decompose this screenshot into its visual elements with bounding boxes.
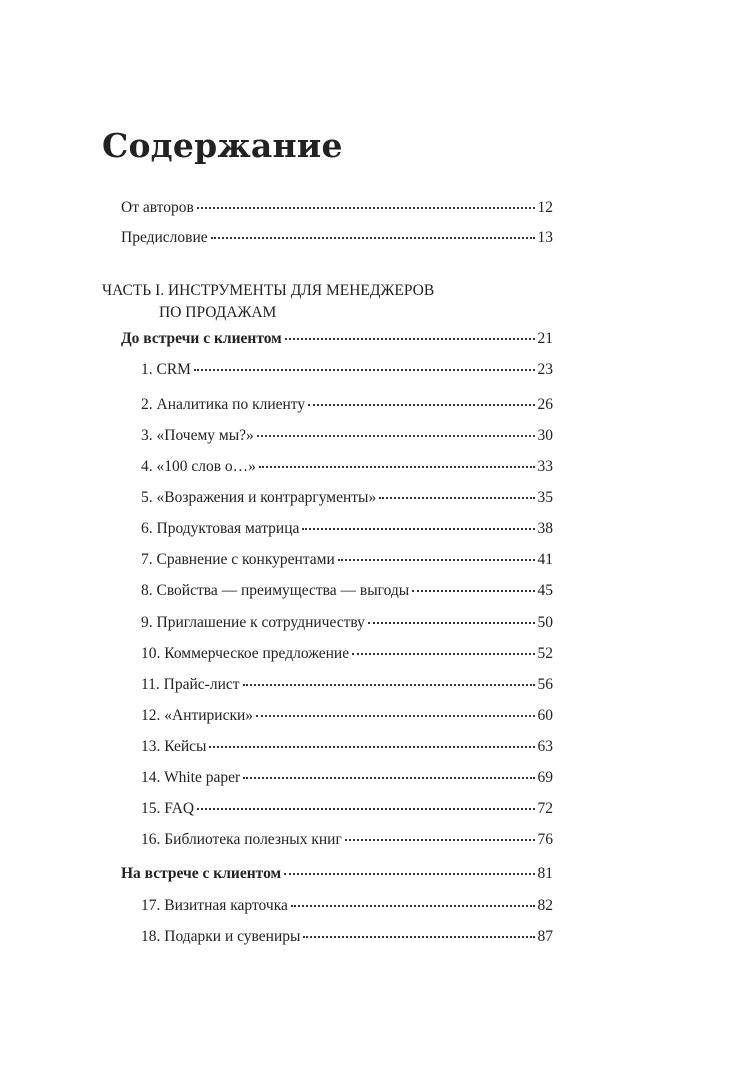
toc-entry[interactable] [141, 897, 553, 919]
toc-entry-label: 17. Визитная карточка [141, 897, 288, 914]
toc-entry[interactable] [141, 614, 553, 636]
toc-entry[interactable] [141, 707, 553, 729]
toc-entry-page: 60 [537, 707, 553, 724]
toc-entry-label: От авторов [121, 199, 194, 216]
toc-entry-page: 45 [537, 582, 553, 599]
toc-entry-page: 26 [537, 396, 553, 413]
toc-entry[interactable] [141, 676, 553, 698]
toc-entry-page: 23 [537, 361, 553, 378]
toc-entry-label: 7. Сравнение с конкурентами [141, 551, 335, 568]
toc-entry[interactable] [141, 458, 553, 480]
toc-entry-label: 5. «Возражения и контраргументы» [141, 489, 377, 506]
dot-leader [197, 808, 534, 810]
dot-leader [291, 905, 535, 907]
toc-entry[interactable] [141, 738, 553, 760]
toc-entry-label: 12. «Антириски» [141, 707, 254, 724]
toc-entry-page: 69 [537, 769, 553, 786]
toc-entry-label: Предисловие [121, 229, 208, 246]
toc-entry[interactable] [141, 800, 553, 822]
toc-entry[interactable] [141, 427, 553, 449]
dot-leader [352, 653, 534, 655]
toc-section-page: 81 [537, 865, 553, 882]
toc-entry[interactable] [141, 645, 553, 667]
toc-entry-page: 38 [537, 520, 553, 537]
toc-entry-label: 6. Продуктовая матрица [141, 520, 300, 537]
toc-entry-label: 13. Кейсы [141, 738, 207, 755]
toc-entry-page: 35 [537, 489, 553, 506]
toc-entry[interactable] [141, 361, 553, 383]
toc-entry-label: 2. Аналитика по клиенту [141, 396, 306, 413]
toc-entry-from-authors[interactable] [121, 199, 553, 221]
dot-leader [308, 404, 534, 406]
toc-entry-page: 41 [537, 551, 553, 568]
dot-leader [345, 839, 535, 841]
toc-entry-page: 13 [537, 229, 553, 246]
dot-leader [338, 559, 535, 561]
toc-entry-page: 63 [537, 738, 553, 755]
toc-entry-preface[interactable] [121, 229, 553, 251]
toc-entry[interactable] [141, 551, 553, 573]
toc-entry-label: 10. Коммерческое предложение [141, 645, 350, 662]
dot-leader [197, 207, 535, 209]
dot-leader [243, 684, 535, 686]
dot-leader [243, 777, 534, 779]
dot-leader [256, 715, 534, 717]
toc-entry-label: 9. Приглашение к сотрудничеству [141, 614, 365, 631]
toc-section-label: На встрече с клиентом [121, 865, 282, 882]
part-heading-line2: ПО ПРОДАЖАМ [159, 304, 277, 321]
toc-entry[interactable] [141, 396, 553, 418]
toc-entry-label: 3. «Почему мы?» [141, 427, 254, 444]
toc-entry-page: 50 [537, 614, 553, 631]
toc-entry[interactable] [141, 520, 553, 542]
toc-entry[interactable] [141, 928, 553, 950]
toc-entry-label: 16. Библиотека полезных книг [141, 831, 342, 848]
toc-entry-page: 82 [537, 897, 553, 914]
dot-leader [257, 435, 535, 437]
dot-leader [303, 936, 534, 938]
toc-entry-page: 33 [537, 458, 553, 475]
toc-section-label: До встречи с клиентом [121, 330, 282, 347]
dot-leader [302, 528, 534, 530]
toc-section-at-meeting[interactable] [121, 865, 553, 887]
toc-entry-label: 18. Подарки и сувениры [141, 928, 301, 945]
toc-entry-page: 56 [537, 676, 553, 693]
toc-entry[interactable] [141, 769, 553, 791]
toc-entry-label: 11. Прайс-лист [141, 676, 240, 693]
toc-entry[interactable] [141, 582, 553, 604]
toc-entry-label: 14. White paper [141, 769, 241, 786]
dot-leader [379, 497, 534, 499]
toc-entry-page: 30 [537, 427, 553, 444]
toc-entry[interactable] [141, 831, 553, 853]
dot-leader [284, 873, 534, 875]
dot-leader [412, 590, 534, 592]
toc-entry-page: 76 [537, 831, 553, 848]
toc-entry-label: 15. FAQ [141, 800, 195, 817]
dot-leader [209, 746, 534, 748]
toc-entry-page: 87 [537, 928, 553, 945]
toc-entry-page: 52 [537, 645, 553, 662]
dot-leader [285, 338, 535, 340]
dot-leader [211, 237, 535, 239]
toc-entry-page: 72 [537, 800, 553, 817]
toc-entry-page: 12 [537, 199, 553, 216]
part-heading [102, 280, 434, 324]
toc-entry-label: 4. «100 слов о…» [141, 458, 256, 475]
dot-leader [368, 622, 535, 624]
toc-entry[interactable] [141, 489, 553, 511]
dot-leader [194, 369, 535, 371]
page-title: Содержание [102, 126, 343, 165]
toc-section-before-meeting[interactable] [121, 330, 553, 352]
toc-entry-label: 1. CRM [141, 361, 191, 378]
toc-section-page: 21 [537, 330, 553, 347]
dot-leader [259, 466, 535, 468]
toc-entry-label: 8. Свойства — преимущества — выгоды [141, 582, 410, 599]
part-heading-line1: ЧАСТЬ I. ИНСТРУМЕНТЫ ДЛЯ МЕНЕДЖЕРОВ [102, 282, 435, 299]
